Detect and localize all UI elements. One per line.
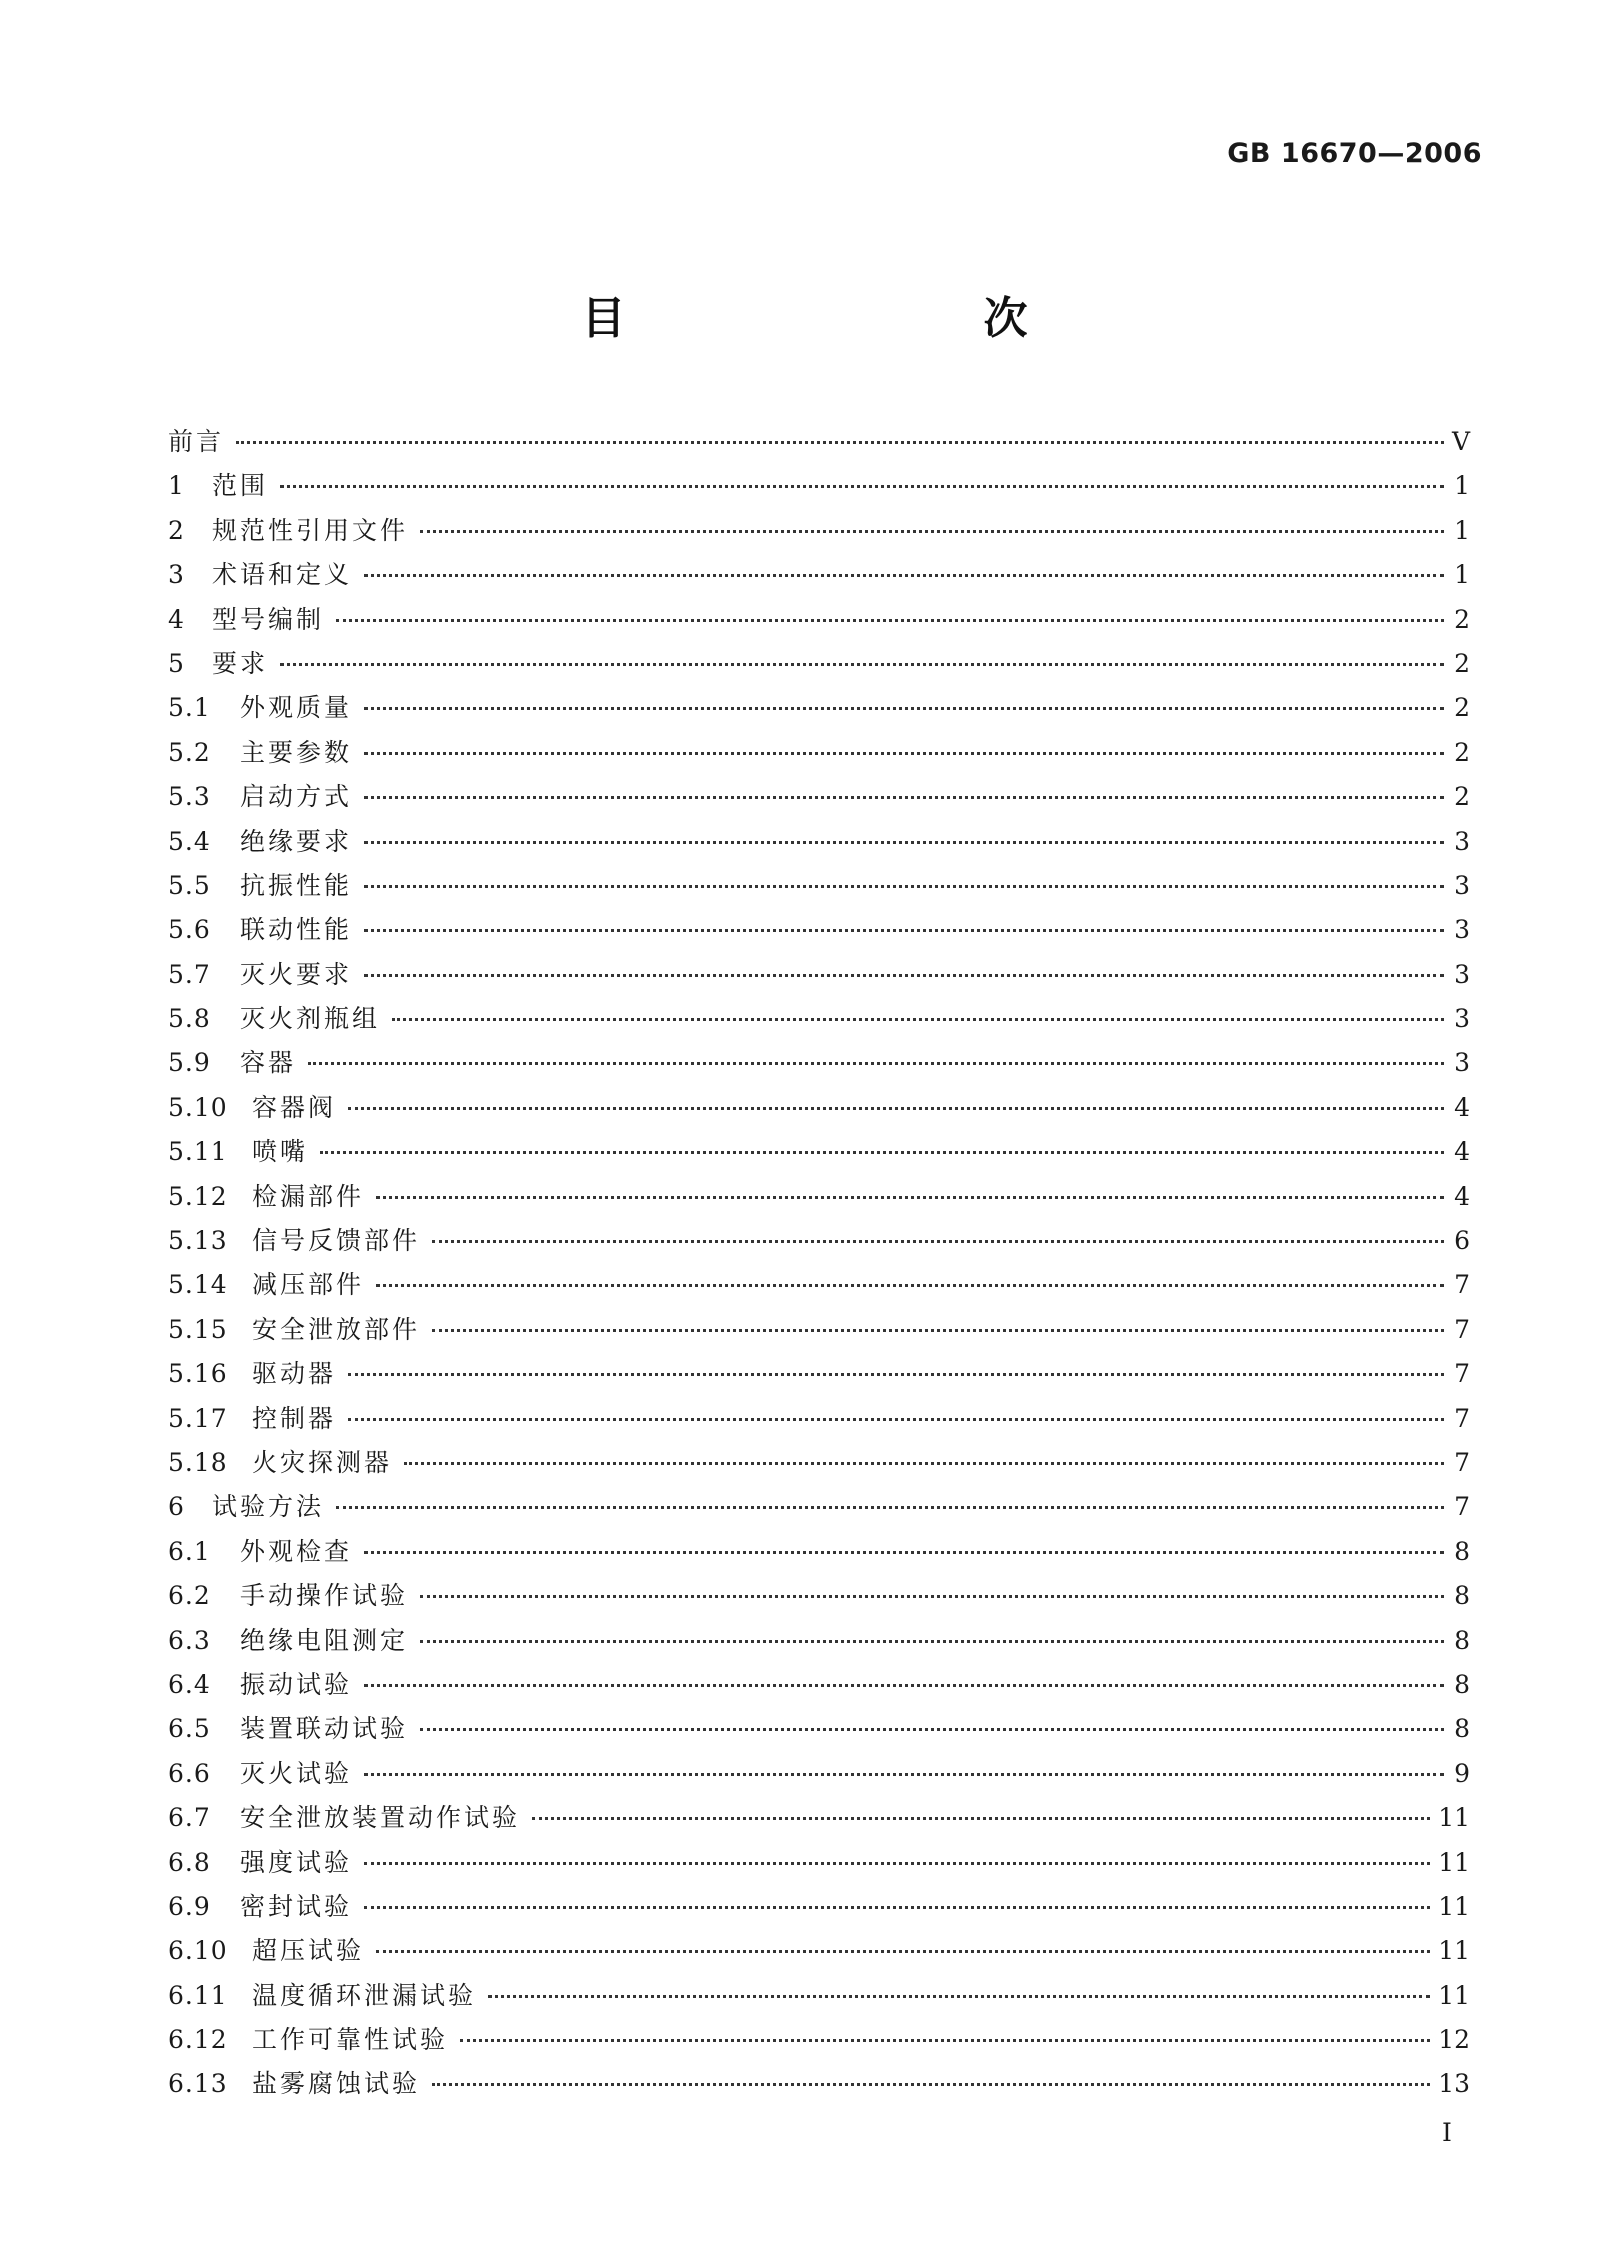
toc-entry-label: 容器 [240, 1048, 297, 1078]
toc-entry-page: 13 [1438, 2069, 1470, 2099]
toc-entry[interactable] [168, 1441, 1470, 1485]
toc-entry-number: 5.6 [168, 915, 211, 945]
toc-entry-label: 前言 [168, 427, 225, 456]
toc-entry-page: 6 [1454, 1226, 1470, 1256]
toc-entry-label: 规范性引用文件 [212, 515, 409, 545]
toc-leader-dots [348, 1418, 1444, 1421]
toc-entry-number: 6.5 [168, 1714, 211, 1744]
toc-entry[interactable] [168, 2062, 1470, 2106]
toc-leader-dots [364, 885, 1444, 888]
toc-entry-label: 主要参数 [240, 737, 353, 767]
toc-entry-page: 1 [1454, 560, 1470, 590]
toc-entry-number: 2 [168, 515, 185, 545]
toc-entry-page: 2 [1454, 693, 1470, 723]
standard-code: GB 16670—2006 [1227, 138, 1482, 169]
toc-entry-page: 8 [1454, 1581, 1470, 1611]
toc-entry-number: 4 [168, 604, 185, 634]
toc-entry-number: 5.11 [168, 1137, 228, 1167]
toc-entry-number: 6.2 [168, 1581, 211, 1611]
toc-leader-dots [432, 2083, 1430, 2086]
toc-entry-page: 11 [1438, 1891, 1470, 1921]
toc-entry[interactable] [168, 908, 1470, 952]
page-number: I [1442, 2118, 1452, 2147]
toc-leader-dots [460, 2039, 1430, 2042]
toc-leader-dots [364, 974, 1444, 977]
toc-entry[interactable] [168, 642, 1470, 686]
toc-entry-number: 5.10 [168, 1092, 228, 1122]
toc-entry-page: 12 [1438, 2025, 1470, 2055]
toc-entry[interactable] [168, 1308, 1470, 1352]
toc-entry-page: 8 [1454, 1625, 1470, 1655]
toc-entry-label: 抗振性能 [240, 870, 353, 900]
toc-entry[interactable] [168, 1041, 1470, 1085]
toc-entry-page: 2 [1454, 648, 1470, 678]
toc-entry-label: 信号反馈部件 [252, 1226, 421, 1256]
toc-entry-page: 7 [1454, 1447, 1470, 1477]
toc-leader-dots [236, 441, 1444, 444]
toc-entry-number: 5.7 [168, 959, 211, 989]
toc-entry[interactable] [168, 864, 1470, 908]
toc-leader-dots [432, 1240, 1444, 1243]
toc-entry[interactable] [168, 775, 1470, 819]
toc-leader-dots [280, 485, 1444, 488]
toc-entry[interactable] [168, 1707, 1470, 1751]
toc-entry-label: 强度试验 [240, 1847, 353, 1877]
toc-entry-page: 11 [1438, 1803, 1470, 1833]
toc-entry[interactable] [168, 1885, 1470, 1929]
toc-entry-page: 7 [1454, 1270, 1470, 1300]
toc-entry-page: 11 [1438, 1847, 1470, 1877]
toc-entry-page: 3 [1454, 1048, 1470, 1078]
toc-entry-number: 5.2 [168, 737, 211, 767]
toc-entry-number: 5.18 [168, 1447, 228, 1477]
toc-entry-page: V [1451, 427, 1470, 456]
toc-leader-dots [420, 530, 1444, 533]
toc-entry-label: 灭火剂瓶组 [240, 1004, 381, 1034]
toc-entry[interactable] [168, 1974, 1470, 2018]
toc-entry[interactable] [168, 1352, 1470, 1396]
toc-entry-number: 5.12 [168, 1181, 228, 1211]
toc-entry-number: 6.10 [168, 1936, 228, 1966]
toc-entry[interactable] [168, 1397, 1470, 1441]
toc-entry-label: 驱动器 [252, 1359, 337, 1389]
toc-leader-dots [364, 929, 1444, 932]
toc-leader-dots [348, 1373, 1444, 1376]
toc-entry-label: 外观检查 [240, 1536, 353, 1566]
toc-entry[interactable] [168, 686, 1470, 730]
toc-entry-label: 密封试验 [240, 1891, 353, 1921]
toc-entry-page: 8 [1454, 1669, 1470, 1699]
toc-entry-label: 手动操作试验 [240, 1581, 409, 1611]
toc-entry-page: 2 [1454, 737, 1470, 767]
toc-entry-page: 1 [1454, 471, 1470, 501]
toc-entry[interactable] [168, 1175, 1470, 1219]
toc-entry-number: 6.3 [168, 1625, 211, 1655]
toc-entry-page: 7 [1454, 1314, 1470, 1344]
page-title: 目 次 [581, 293, 1118, 344]
toc-entry-page: 11 [1438, 1980, 1470, 2010]
toc-entry-page: 2 [1454, 604, 1470, 634]
toc-leader-dots [364, 1551, 1444, 1554]
toc-leader-dots [364, 574, 1444, 577]
toc-entry-label: 控制器 [252, 1403, 337, 1433]
toc-entry-page: 8 [1454, 1536, 1470, 1566]
toc-entry[interactable] [168, 1485, 1470, 1529]
toc-leader-dots [420, 1640, 1444, 1643]
toc-entry-page: 3 [1454, 959, 1470, 989]
toc-entry-label: 要求 [212, 648, 269, 678]
toc-entry[interactable] [168, 1086, 1470, 1130]
toc-leader-dots [280, 663, 1444, 666]
toc-entry-label: 工作可靠性试验 [252, 2025, 449, 2055]
toc-entry-number: 5.4 [168, 826, 211, 856]
toc-entry-label: 喷嘴 [252, 1137, 309, 1167]
toc-entry-label: 盐雾腐蚀试验 [252, 2069, 421, 2099]
toc-entry-number: 5.14 [168, 1270, 228, 1300]
toc-entry-label: 试验方法 [212, 1492, 325, 1522]
toc-entry-number: 5 [168, 648, 185, 678]
toc-entry[interactable] [168, 731, 1470, 775]
table-of-contents [168, 420, 1470, 2107]
toc-entry-label: 范围 [212, 471, 269, 501]
toc-entry-page: 9 [1454, 1758, 1470, 1788]
toc-entry-label: 术语和定义 [212, 560, 353, 590]
toc-entry-number: 5.16 [168, 1359, 228, 1389]
toc-entry[interactable] [168, 464, 1470, 508]
toc-entry[interactable] [168, 1263, 1470, 1307]
toc-entry-number: 5.9 [168, 1048, 211, 1078]
toc-entry-number: 6.13 [168, 2069, 228, 2099]
toc-leader-dots [392, 1018, 1444, 1021]
toc-entry-label: 启动方式 [240, 782, 353, 812]
toc-entry-label: 联动性能 [240, 915, 353, 945]
toc-leader-dots [364, 1684, 1444, 1687]
toc-leader-dots [364, 752, 1444, 755]
toc-entry-number: 6.11 [168, 1980, 228, 2010]
toc-entry-number: 5.13 [168, 1226, 228, 1256]
toc-entry-page: 1 [1454, 515, 1470, 545]
toc-entry-number: 5.17 [168, 1403, 228, 1433]
toc-entry-label: 外观质量 [240, 693, 353, 723]
toc-leader-dots [432, 1329, 1444, 1332]
toc-entry-page: 3 [1454, 1004, 1470, 1034]
toc-entry-page: 3 [1454, 915, 1470, 945]
toc-entry-page: 3 [1454, 870, 1470, 900]
toc-entry-label: 安全泄放装置动作试验 [240, 1803, 521, 1833]
toc-entry[interactable] [168, 1130, 1470, 1174]
toc-entry-number: 6.7 [168, 1803, 211, 1833]
toc-entry[interactable] [168, 420, 1470, 464]
toc-entry[interactable] [168, 1219, 1470, 1263]
toc-entry[interactable] [168, 1619, 1470, 1663]
toc-leader-dots [376, 1196, 1444, 1199]
toc-entry[interactable] [168, 553, 1470, 597]
toc-entry-page: 7 [1454, 1492, 1470, 1522]
toc-entry-page: 11 [1438, 1936, 1470, 1966]
toc-entry-label: 绝缘要求 [240, 826, 353, 856]
toc-entry-label: 安全泄放部件 [252, 1314, 421, 1344]
toc-leader-dots [532, 1817, 1430, 1820]
toc-entry[interactable] [168, 1929, 1470, 1973]
toc-leader-dots [376, 1950, 1430, 1953]
toc-entry[interactable] [168, 953, 1470, 997]
toc-entry-number: 6.9 [168, 1891, 211, 1921]
toc-entry[interactable] [168, 1752, 1470, 1796]
toc-entry-page: 7 [1454, 1359, 1470, 1389]
toc-entry-page: 4 [1454, 1092, 1470, 1122]
toc-entry-number: 6.12 [168, 2025, 228, 2055]
toc-entry-number: 5.8 [168, 1004, 211, 1034]
toc-entry[interactable] [168, 997, 1470, 1041]
toc-entry-number: 6.8 [168, 1847, 211, 1877]
toc-entry-page: 8 [1454, 1714, 1470, 1744]
toc-entry-label: 振动试验 [240, 1669, 353, 1699]
toc-leader-dots [404, 1462, 1444, 1465]
toc-entry-number: 5.5 [168, 870, 211, 900]
toc-entry-number: 5.3 [168, 782, 211, 812]
toc-entry-number: 3 [168, 560, 185, 590]
toc-entry-number: 5.1 [168, 693, 211, 723]
toc-entry[interactable] [168, 509, 1470, 553]
toc-entry[interactable] [168, 598, 1470, 642]
toc-entry-number: 1 [168, 471, 185, 501]
toc-entry-label: 灭火要求 [240, 959, 353, 989]
toc-entry-number: 6.4 [168, 1669, 211, 1699]
toc-leader-dots [364, 1906, 1430, 1909]
toc-entry-number: 6.6 [168, 1758, 211, 1788]
toc-entry-label: 减压部件 [252, 1270, 365, 1300]
toc-entry-page: 7 [1454, 1403, 1470, 1433]
toc-entry[interactable] [168, 820, 1470, 864]
toc-entry-number: 6 [168, 1492, 185, 1522]
toc-entry-label: 超压试验 [252, 1936, 365, 1966]
toc-leader-dots [320, 1151, 1444, 1154]
toc-entry-label: 型号编制 [212, 604, 325, 634]
toc-entry-page: 2 [1454, 782, 1470, 812]
toc-entry-number: 5.15 [168, 1314, 228, 1344]
toc-entry[interactable] [168, 1841, 1470, 1885]
toc-entry[interactable] [168, 2018, 1470, 2062]
toc-leader-dots [376, 1284, 1444, 1287]
toc-leader-dots [420, 1595, 1444, 1598]
toc-leader-dots [364, 841, 1444, 844]
toc-entry[interactable] [168, 1663, 1470, 1707]
toc-leader-dots [364, 1773, 1444, 1776]
toc-leader-dots [420, 1728, 1444, 1731]
toc-entry-page: 4 [1454, 1137, 1470, 1167]
toc-leader-dots [364, 796, 1444, 799]
toc-leader-dots [308, 1062, 1444, 1065]
toc-leader-dots [336, 1506, 1444, 1509]
toc-leader-dots [364, 707, 1444, 710]
toc-entry-page: 4 [1454, 1181, 1470, 1211]
toc-entry-label: 绝缘电阻测定 [240, 1625, 409, 1655]
toc-entry[interactable] [168, 1530, 1470, 1574]
toc-leader-dots [348, 1107, 1444, 1110]
toc-leader-dots [488, 1995, 1430, 1998]
toc-entry[interactable] [168, 1574, 1470, 1618]
toc-entry-number: 6.1 [168, 1536, 211, 1566]
toc-leader-dots [364, 1862, 1430, 1865]
toc-entry-page: 3 [1454, 826, 1470, 856]
toc-entry[interactable] [168, 1796, 1470, 1840]
toc-entry-label: 容器阀 [252, 1092, 337, 1122]
toc-entry-label: 检漏部件 [252, 1181, 365, 1211]
toc-entry-label: 装置联动试验 [240, 1714, 409, 1744]
toc-entry-label: 温度循环泄漏试验 [252, 1980, 477, 2010]
toc-leader-dots [336, 619, 1444, 622]
toc-entry-label: 灭火试验 [240, 1758, 353, 1788]
toc-entry-label: 火灾探测器 [252, 1447, 393, 1477]
